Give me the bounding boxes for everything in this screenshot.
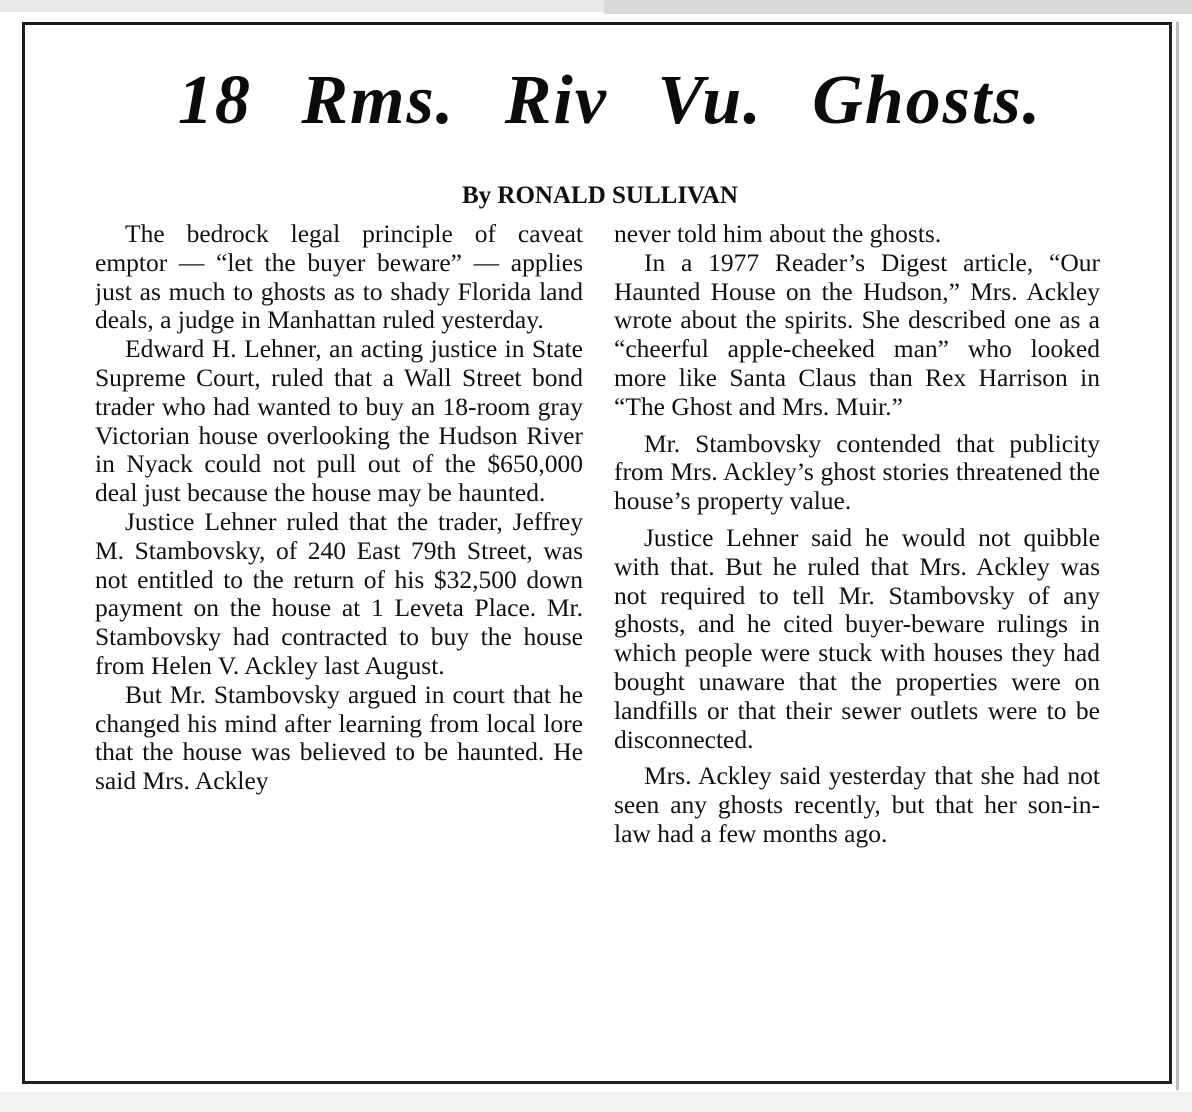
scan-bottom-margin xyxy=(0,1092,1192,1112)
paragraph-readers-digest: In a 1977 Reader’s Digest article, “Our Haunted House on the Hudson,” Mrs. Ackley wrote about the spirits. She described one as a “cheerful apple-cheeked man” who looked more like Santa Claus than Rex Harrison in “The Ghost and Mrs. Muir.” xyxy=(614,247,1100,421)
scan-top-margin-shade xyxy=(604,0,1192,14)
frame-edge-shadow xyxy=(1176,22,1179,1090)
paragraph-ackley-statement: Mrs. Ackley said yesterday that she had not seen any ghosts recently, but that her son-in-law had a few months ago. xyxy=(614,761,1100,848)
article-headline: 18 Rms. Riv Vu. Ghosts. xyxy=(177,62,1043,139)
paragraph-buyer-beware: Justice Lehner said he would not quibble with that. But he ruled that Mrs. Ackley was not required to tell Mr. Stambovsky of any ghosts, and he cited buyer-beware rulings in which people were stuck with houses they had bought unaware that the properties were on landfills or that their sewer outlets were to be disconnected. xyxy=(614,522,1100,754)
paragraph-caveat-emptor: The bedrock legal principle of caveat emptor — “let the buyer beware” — applies just as much to ghosts as to shady Florida land deals, a judge in Manhattan ruled yesterday. xyxy=(95,220,583,335)
paragraph-property-value: Mr. Stambovsky contended that publicity from Mrs. Ackley’s ghost stories threatened the house’s property value. xyxy=(614,428,1100,516)
article-column-right xyxy=(614,220,1100,849)
paragraph-lehner-ruling: Edward H. Lehner, an acting justice in State Supreme Court, ruled that a Wall Street bond trader who had wanted to buy an 18-room gray Victorian house overlooking the Hudson River in Nyack could not pull out of the $650,000 deal just because the house may be haunted. xyxy=(95,334,583,508)
article-column-left xyxy=(95,220,583,1020)
paragraph-continued: never told him about the ghosts. xyxy=(614,219,942,248)
paragraph-stambovsky-argument: But Mr. Stambovsky argued in court that he changed his mind after learning from local lore that the house was believed to be haunted. He said Mrs. Ackley xyxy=(95,679,583,796)
article-byline: By RONALD SULLIVAN xyxy=(462,182,738,209)
paragraph-down-payment: Justice Lehner ruled that the trader, Jeffrey M. Stambovsky, of 240 East 79th Street, was not entitled to the return of his $32,500 down payment on the house at 1 Leveta Place. Mr. Stambovsky had contracted to buy the house from Helen V. Ackley last August. xyxy=(95,506,583,680)
